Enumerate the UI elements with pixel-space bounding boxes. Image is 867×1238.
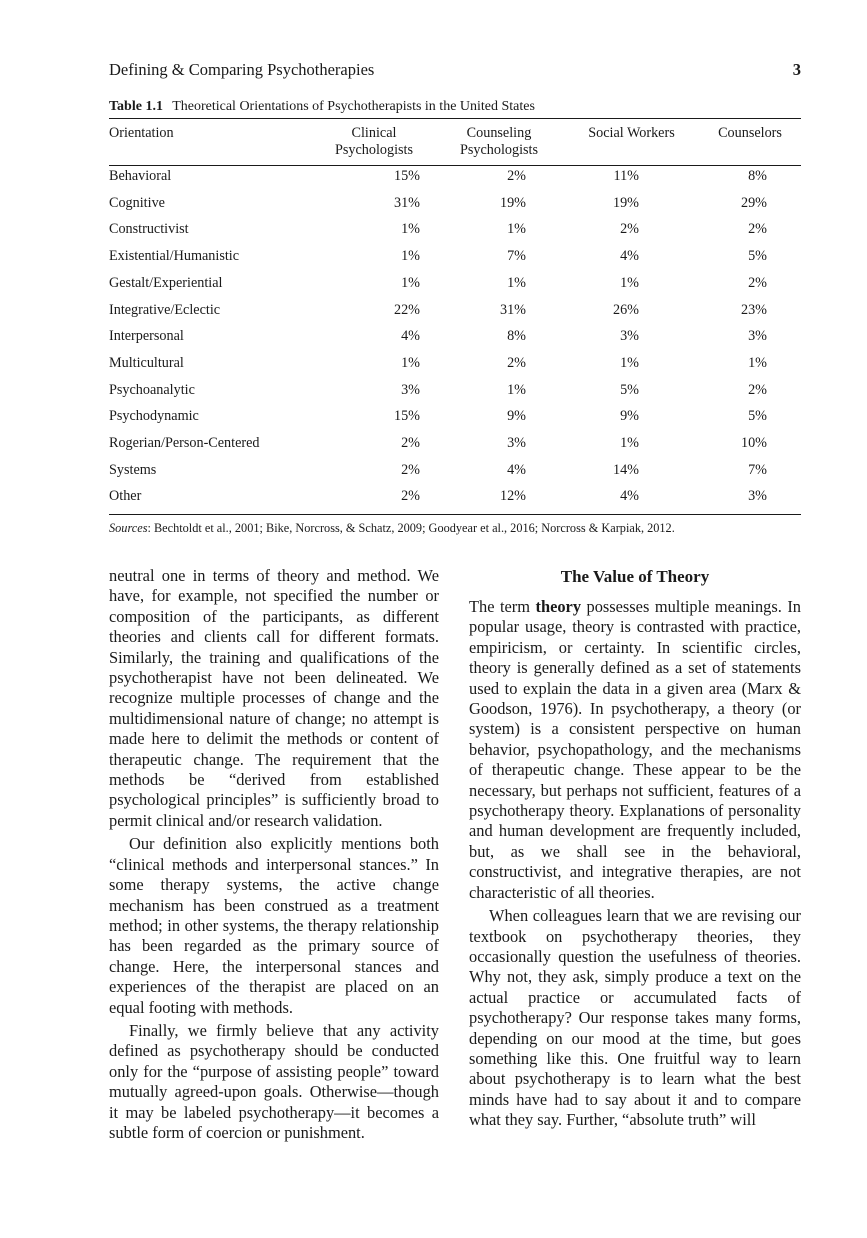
percent-value: 22% [393,301,420,318]
percent-value: 14% [612,461,639,478]
percent-cell [564,430,699,457]
percent-cell [434,163,564,190]
paragraph: Finally, we firmly believe that any activity defined as psychotherapy should be conducted only for the “purpose of assisting people” toward mutually agreed-upon goals. Otherwise—though it may be labeled psychotherapy—it becomes a subtle form of coercion or punishment. [109,1020,439,1142]
percent-cell [699,430,801,457]
percent-cell [699,457,801,484]
table-body [109,163,801,510]
percent-cell [314,403,434,430]
paragraph: Our definition also explicitly mentions both “clinical methods and interpersonal stances.” In some therapy systems, the active change mechanism has been construed as a treatment method; in other systems, the therapy relationship has been regarded as the primary source of change. Here, the interpersonal stances and experiences of the therapist are placed on an equal footing with methods. [109,834,439,1017]
table-top-rule [109,118,801,119]
percent-cell [564,323,699,350]
table-row [109,297,801,324]
percent-cell [699,270,801,297]
percent-cell [314,270,434,297]
percent-value: 1% [620,274,639,291]
percent-cell [434,297,564,324]
percent-value: 31% [393,194,420,211]
percent-cell [699,323,801,350]
percent-value: 8% [748,168,767,184]
table-caption [109,99,535,115]
percent-cell [699,216,801,243]
percent-cell [314,483,434,510]
section-heading: The Value of Theory [560,567,710,586]
sources-text: : Bechtoldt et al., 2001; Bike, Norcross, & Schatz, 2009; Goodyear et al., 2016; Norcross & Karpiak, 2012. [147,521,675,535]
percent-cell [434,457,564,484]
header-counseling-psychologists [434,122,564,163]
paragraph: When colleagues learn that we are revising our textbook on psychotherapy theories, they occasionally question the usefulness of theories. Why not, they ask, simply produce a text on the actual practice or accumulated facts of psychotherapy? Our response takes many forms, depending on our mood at the time, but goes something like this. One fruitful way to learn about psychotherapy is to learn what the best minds have had to say about it and to compare what they say. Further, “absolute truth” will [469,906,801,1130]
percent-value: 8% [507,328,526,345]
table-row [109,163,801,190]
percent-value: 15% [393,408,420,425]
percent-value: 12% [499,488,526,505]
header-orientation [109,122,314,163]
percent-cell [699,297,801,324]
percent-cell [564,403,699,430]
percent-value: 9% [620,408,639,425]
percent-value: 1% [507,274,526,291]
orientation-cell: Multicultural [109,354,184,371]
table-row [109,216,801,243]
percent-cell [434,243,564,270]
orientation-cell: Gestalt/Experiential [109,274,223,291]
percent-value: 2% [507,168,526,184]
percent-cell [699,483,801,510]
percent-value: 1% [507,221,526,238]
right-text-column [469,566,801,1131]
header-line: Counselors [718,125,782,141]
percent-cell [434,190,564,217]
percent-value: 7% [748,461,767,478]
orientation-cell: Integrative/Eclectic [109,301,221,318]
percent-cell [434,216,564,243]
percent-cell [564,350,699,377]
orientation-cell: Rogerian/Person-Centered [109,435,260,452]
running-head-title: Defining & Comparing Psychotherapies [109,60,375,79]
percent-value: 3% [620,328,639,345]
percent-value: 1% [748,354,767,371]
percent-cell [564,457,699,484]
percent-value: 1% [401,248,420,265]
percent-cell [314,163,434,190]
percent-value: 2% [748,381,767,398]
orientation-cell: Behavioral [109,168,172,184]
orientation-table [109,122,801,510]
header-line: Counseling [466,125,532,141]
running-head [109,60,801,84]
header-clinical-psychologists [314,122,434,163]
percent-value: 5% [748,408,767,425]
percent-value: 19% [499,194,526,211]
percent-value: 11% [613,168,639,184]
orientation-cell: Other [109,488,142,505]
percent-value: 2% [401,435,420,452]
header-line: Clinical [351,125,397,141]
percent-value: 29% [740,194,767,211]
percent-value: 1% [507,381,526,398]
percent-cell [434,323,564,350]
percent-cell [314,297,434,324]
percent-value: 9% [507,408,526,425]
table-header-row [109,122,801,163]
percent-cell [314,457,434,484]
table-row [109,430,801,457]
paragraph: neutral one in terms of theory and method. We have, for example, not specified the number or composition of the participants, as different theories and clients call for different formats. Similarly, the training and qualifications of the psychotherapist have not been delineated. We recognize multiple processes of change and the multidimensional nature of change; no attempt is made here to delimit the methods or content of therapeutic change. The requirement that the methods be “derived from established psychological principles” is sufficiently broad to permit clinical and/or research validation. [109,566,439,830]
percent-value: 3% [748,488,767,505]
percent-cell [564,270,699,297]
percent-cell [434,350,564,377]
percent-value: 1% [401,354,420,371]
table-row [109,350,801,377]
table-row [109,457,801,484]
percent-cell [699,163,801,190]
table-row [109,323,801,350]
percent-value: 10% [740,435,767,452]
percent-value: 2% [507,354,526,371]
percent-cell [564,297,699,324]
paragraph [469,597,801,903]
percent-value: 7% [507,248,526,265]
percent-value: 2% [748,274,767,291]
percent-value: 31% [499,301,526,318]
percent-cell [314,243,434,270]
percent-value: 4% [401,328,420,345]
percent-cell [434,403,564,430]
percent-cell [434,270,564,297]
percent-value: 4% [620,488,639,505]
percent-cell [314,377,434,404]
percent-value: 15% [393,168,420,184]
percent-cell [564,190,699,217]
table-label: Table 1.1 [109,99,163,114]
table-row [109,243,801,270]
percent-cell [314,323,434,350]
percent-value: 1% [620,435,639,452]
percent-cell [434,377,564,404]
table-sources [109,521,675,536]
paragraph-text: The term [469,597,536,616]
percent-cell [434,430,564,457]
header-line: Orientation [109,125,174,141]
percent-value: 3% [748,328,767,345]
paragraph-text: possesses multiple meanings. In popular usage, theory is contrasted with practice, empiricism, or certainty. In scientific circles, theory is generally defined as a set of statements used to explain the data in a given area (Marx & Goodson, 1976). In psychotherapy, a theory (or system) is a consistent perspective on human behavior, psychopathology, and the mechanisms of therapeutic change. These appear to be the necessary, but perhaps not sufficient, features of a psychotherapy theory. Explanations of personality and human development are frequently included, but, as we shall see in the behavioral, constructivist, and integrative therapies, are not characteristic of all theories. [469,597,801,902]
table-bottom-rule [109,514,801,515]
percent-value: 3% [507,435,526,452]
orientation-cell: Constructivist [109,221,189,238]
percent-cell [699,403,801,430]
table-caption-text: Theoretical Orientations of Psychotherapists in the United States [172,99,535,114]
percent-value: 5% [620,381,639,398]
percent-value: 4% [507,461,526,478]
percent-cell [314,350,434,377]
orientation-cell: Psychodynamic [109,408,199,425]
header-line: Social Workers [588,125,675,141]
table-row [109,377,801,404]
percent-value: 5% [748,248,767,265]
percent-value: 1% [401,274,420,291]
orientation-cell: Interpersonal [109,328,184,345]
left-text-column [109,566,439,1143]
percent-value: 26% [612,301,639,318]
percent-value: 3% [401,381,420,398]
percent-cell [699,377,801,404]
percent-value: 2% [401,461,420,478]
percent-cell [699,350,801,377]
table-row [109,483,801,510]
percent-value: 19% [612,194,639,211]
header-line: Psychologists [459,142,539,158]
percent-cell [564,163,699,190]
percent-cell [699,190,801,217]
percent-cell [314,430,434,457]
percent-cell [564,216,699,243]
page-number: 3 [792,60,801,79]
table-row [109,190,801,217]
percent-value: 23% [740,301,767,318]
percent-value: 1% [401,221,420,238]
percent-value: 2% [401,488,420,505]
orientation-cell: Cognitive [109,194,165,211]
percent-value: 2% [748,221,767,238]
term-theory: theory [535,597,582,616]
percent-cell [564,377,699,404]
header-counselors [699,122,801,163]
orientation-cell: Systems [109,461,157,478]
header-social-workers [564,122,699,163]
orientation-cell: Psychoanalytic [109,381,195,398]
percent-cell [434,483,564,510]
percent-cell [564,243,699,270]
percent-cell [564,483,699,510]
percent-cell [699,243,801,270]
percent-value: 1% [620,354,639,371]
orientation-cell: Existential/Humanistic [109,248,240,265]
table-row [109,403,801,430]
percent-cell [314,190,434,217]
table-row [109,270,801,297]
header-line: Psychologists [334,142,414,158]
percent-cell [314,216,434,243]
percent-value: 2% [620,221,639,238]
sources-label: Sources [109,521,148,535]
percent-value: 4% [620,248,639,265]
